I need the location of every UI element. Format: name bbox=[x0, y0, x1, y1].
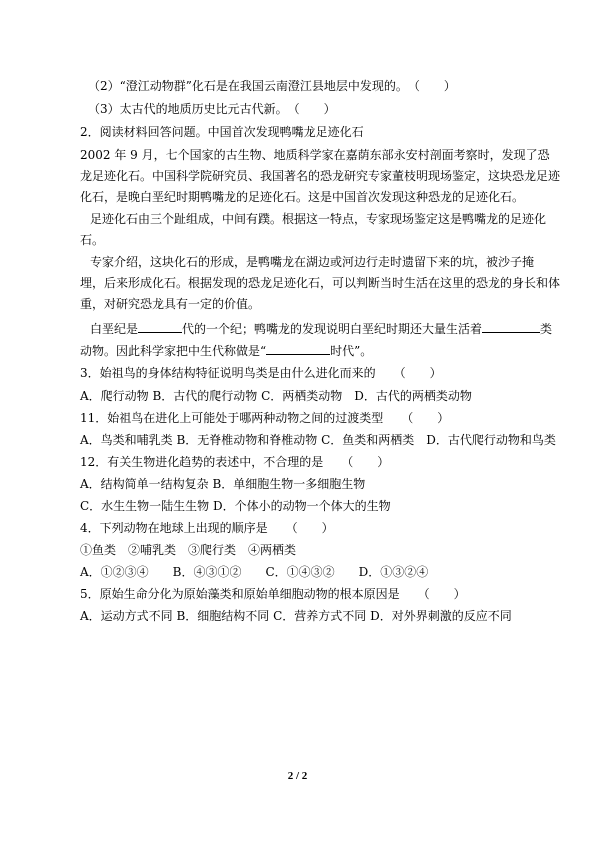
page-number: 2 / 2 bbox=[287, 770, 308, 782]
paragraph-line: 化石，是晚白垩纪时期鸭嘴龙的足迹化石。这是中国首次发现这种恐龙的足迹化石。 bbox=[80, 190, 525, 204]
judge-item-3: （3）太古代的地质历史比元古代新。 （ ） bbox=[88, 102, 336, 116]
paragraph-line: 足迹化石由三个趾组成，中间有蹼。根据这一特点，专家现场鉴定这是鸭嘴龙的足迹化 bbox=[90, 212, 547, 226]
question-5-options: A．运动方式不同 B．细胞结构不同 C．营养方式不同 D．对外界刺激的反应不同 bbox=[80, 609, 512, 623]
question-12-options-ab: A．结构简单一结构复杂 B．单细胞生物一多细胞生物 bbox=[80, 477, 366, 491]
question-2-title: 2．阅读材料回答问题。中国首次发现鸭嘴龙足迹化石 bbox=[80, 125, 364, 139]
fill-text-3: 类 bbox=[540, 322, 553, 336]
paragraph-line: 埋，后来形成化石。根据发现的恐龙足迹化石，可以判断当时生活在这里的恐龙的身长和体 bbox=[80, 276, 561, 290]
question-12-options-cd: C．水生生物一陆生生物 D．个体小的动物一个体大的生物 bbox=[80, 499, 391, 513]
paragraph-line: 重，对研究恐龙具有一定的价值。 bbox=[80, 297, 261, 311]
question-3-options: A．爬行动物 B．古代的爬行动物 C．两栖类动物 D．古代的两栖类动物 bbox=[80, 389, 472, 403]
fill-text-1: 白垩纪是 bbox=[90, 322, 139, 336]
fill-in-line bbox=[90, 320, 552, 337]
answer-blank-3[interactable] bbox=[266, 342, 330, 355]
question-3: 3．始祖鸟的身体结构特征说明鸟类是由什么进化而来的 （ ） bbox=[80, 366, 442, 380]
judge-item-2: （2）“澄江动物群”化石是在我国云南澄江县地层中发现的。 （ ） bbox=[88, 79, 456, 93]
answer-blank-2[interactable] bbox=[482, 320, 540, 333]
fill-in-line-continued bbox=[80, 342, 372, 359]
question-11: 11．始祖鸟在进化上可能处于哪两种动物之间的过渡类型 （ ） bbox=[80, 411, 450, 425]
question-11-options: A．鸟类和哺乳类 B．无脊椎动物和脊椎动物 C．鱼类和两栖类 D．古代爬行动物和鸟类 bbox=[80, 433, 556, 447]
fill-text-2: 代的一个纪；鸭嘴龙的发现说明白垩纪时期还大量生活着 bbox=[182, 322, 483, 336]
question-4: 4．下列动物在地球上出现的顺序是 （ ） bbox=[80, 521, 334, 535]
answer-blank-1[interactable] bbox=[138, 320, 182, 333]
fill-text-4: 动物。因此科学家把中生代称做是“ bbox=[80, 344, 267, 358]
paragraph-line: 龙足迹化石。中国科学院研究员、我国著名的恐龙研究专家董枝明现场鉴定，这块恐龙足迹 bbox=[80, 169, 561, 183]
fill-text-5: 时代”。 bbox=[330, 344, 373, 358]
question-4-options: A．①②③④ B．④③①② C．①④③② D．①③②④ bbox=[80, 565, 429, 579]
question-12: 12．有关生物进化趋势的表述中，不合理的是 （ ） bbox=[80, 455, 390, 469]
paragraph-line: 2002 年 9 月，七个国家的古生物、地质科学家在嘉荫东部永安村剖面考察时，发现了恐 bbox=[80, 148, 550, 162]
paragraph-line: 专家介绍，这块化石的形成，是鸭嘴龙在湖边或河边行走时遗留下来的坑，被沙子掩 bbox=[90, 255, 535, 269]
question-5: 5．原始生命分化为原始藻类和原始单细胞动物的根本原因是 （ ） bbox=[80, 587, 466, 601]
paragraph-line: 石。 bbox=[80, 233, 105, 247]
question-4-items: ①鱼类 ②哺乳类 ③爬行类 ④两栖类 bbox=[80, 543, 297, 557]
